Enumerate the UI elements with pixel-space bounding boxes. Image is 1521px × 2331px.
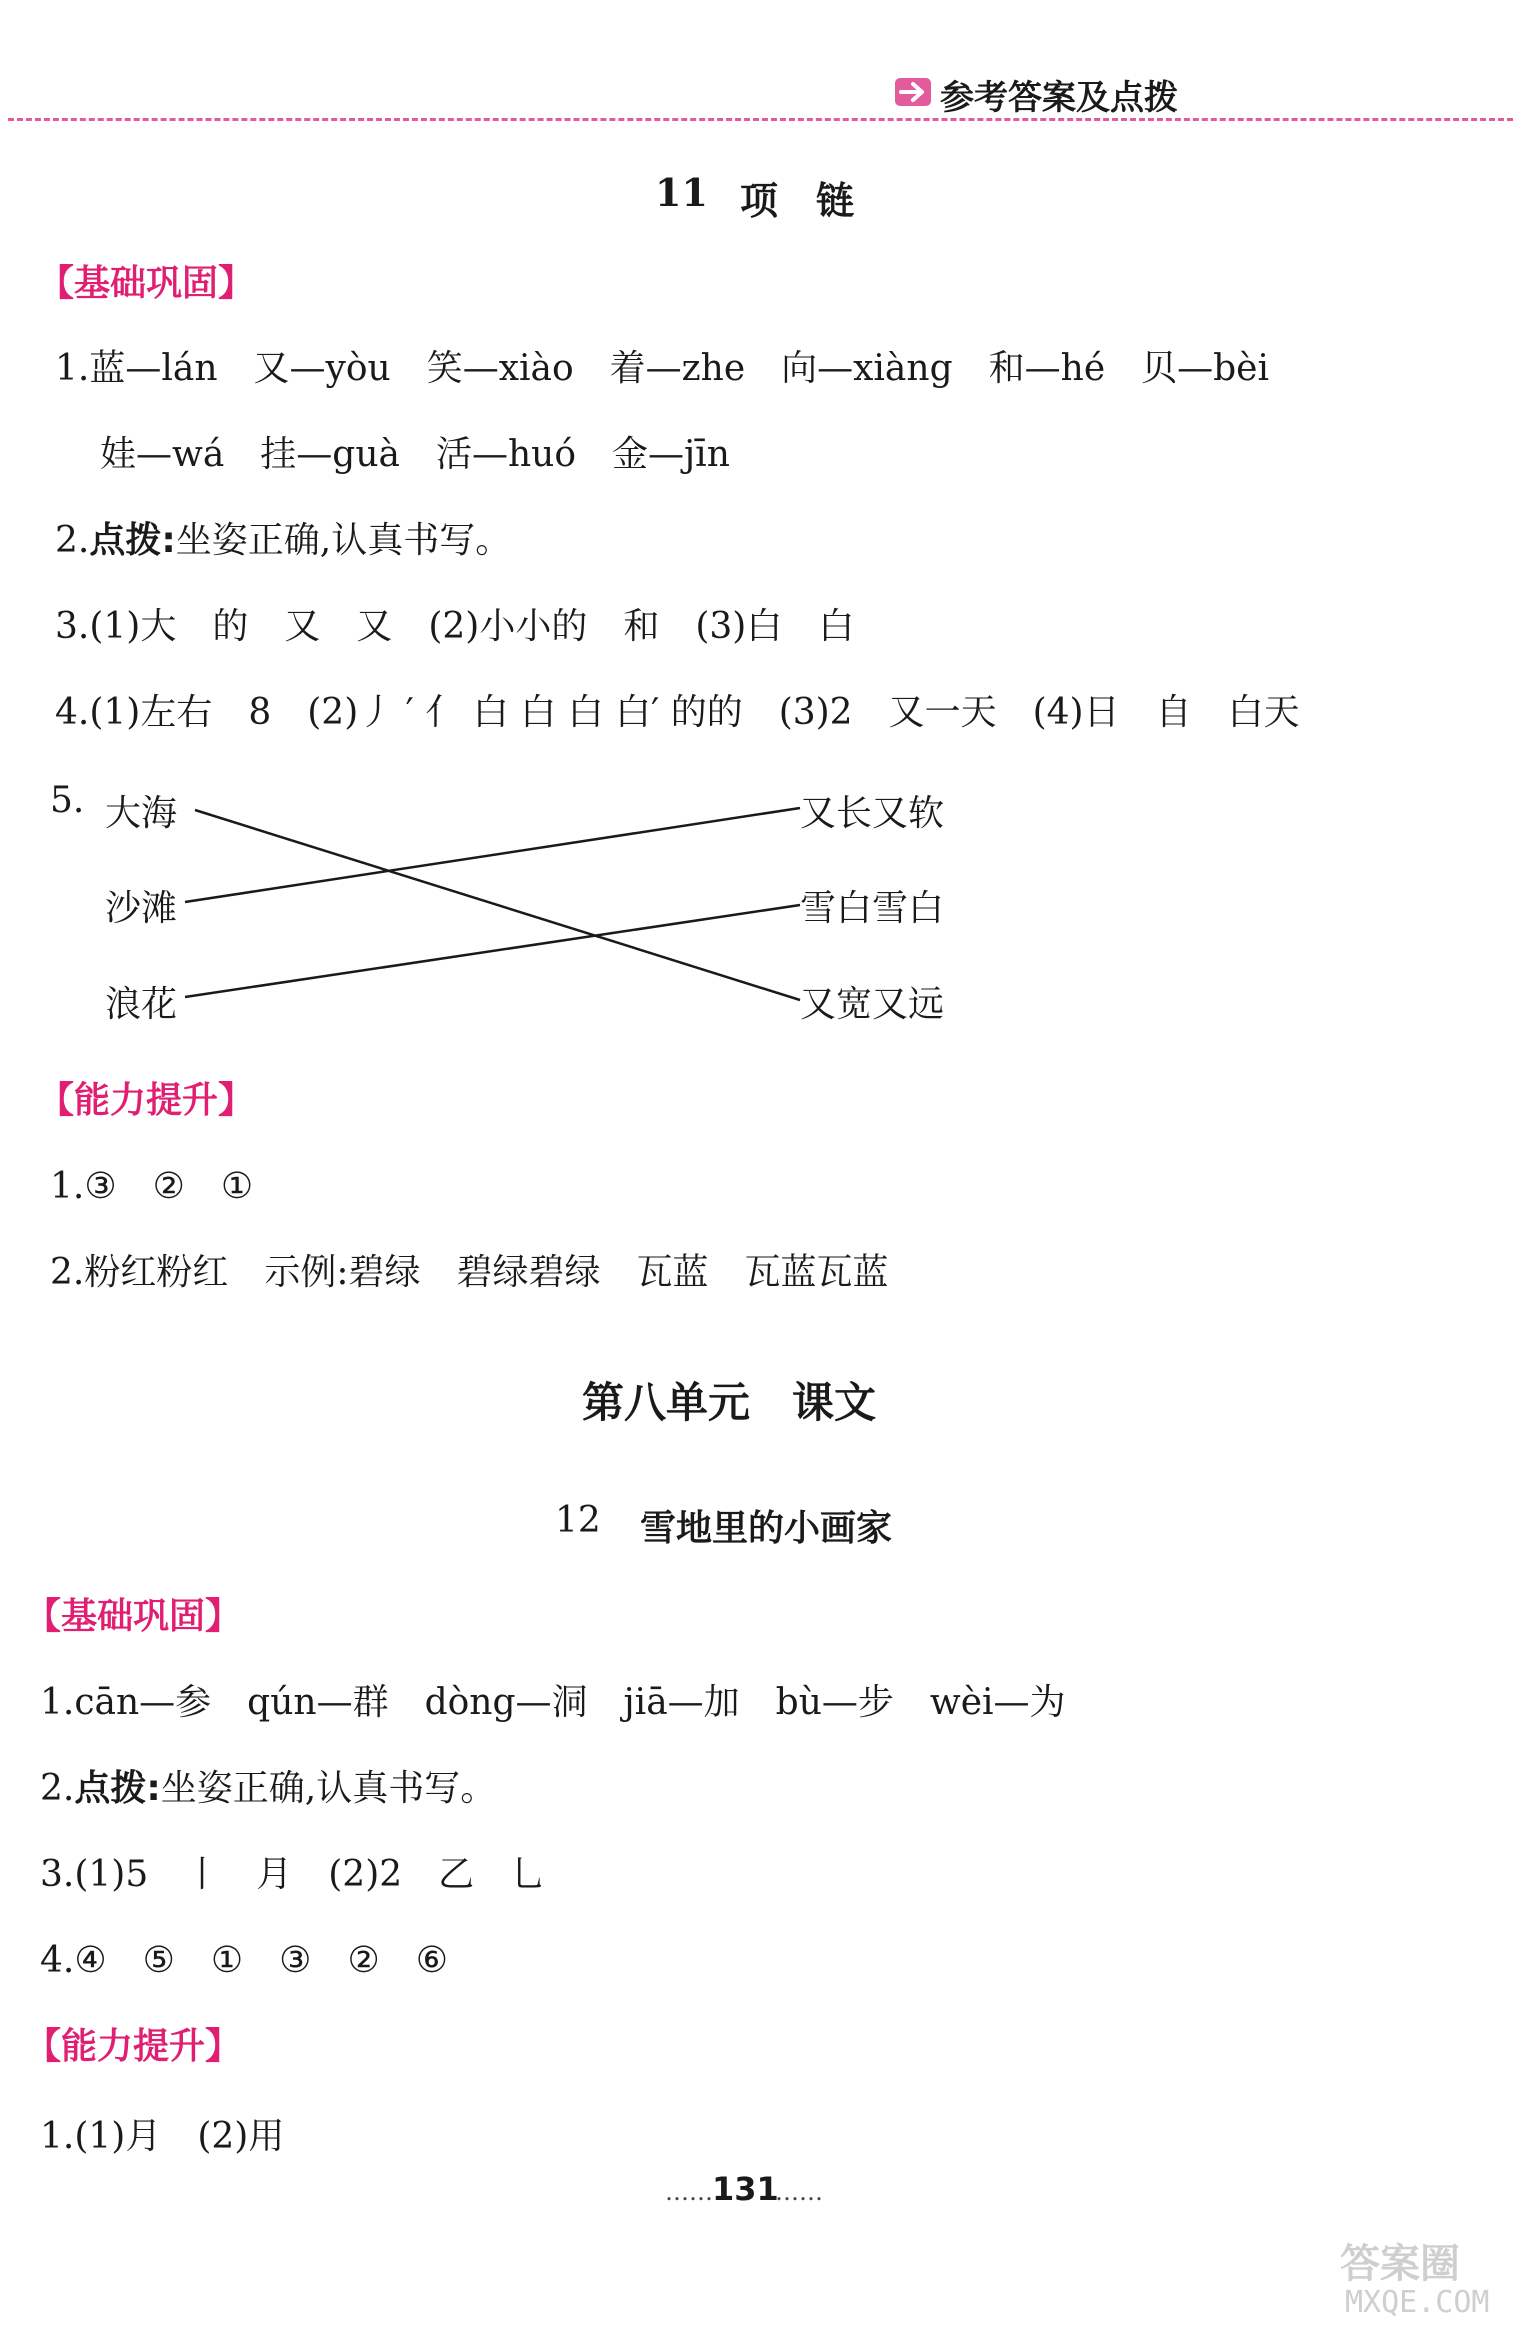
match-line-3 bbox=[185, 905, 800, 997]
match-right-2: 雪白雪白 bbox=[800, 888, 945, 929]
match-right-1: 又长又软 bbox=[800, 793, 945, 834]
lesson11-q1-line2: 娃—wá 挂—guà 活—huó 金—jīn bbox=[100, 434, 730, 475]
match-line-1 bbox=[195, 810, 800, 1000]
header-title: 参考答案及点拨 bbox=[940, 78, 1178, 118]
lesson11-q2-hint: 点拨: bbox=[89, 520, 176, 561]
match-right-3: 又宽又远 bbox=[800, 984, 945, 1025]
lesson11-jichu-tag: 【基础巩固】 bbox=[38, 263, 255, 304]
lesson12-q2-hint: 点拨: bbox=[74, 1768, 161, 1809]
match-left-2: 沙滩 bbox=[105, 888, 178, 929]
lesson12-q2-text: 坐姿正确,认真书写。 bbox=[160, 1768, 497, 1809]
lesson11-nengli-tag: 【能力提升】 bbox=[38, 1080, 255, 1121]
lesson11-n2: 2.粉红粉红 示例:碧绿 碧绿碧绿 瓦蓝 瓦蓝瓦蓝 bbox=[50, 1252, 889, 1293]
lesson11-q5-label: 5. bbox=[50, 780, 85, 821]
footer-dots-left: …… bbox=[665, 2178, 713, 2206]
match-left-3: 浪花 bbox=[105, 984, 178, 1025]
lesson11-number: 11 bbox=[655, 170, 708, 215]
watermark-logo: 答案圈 bbox=[1340, 2241, 1460, 2287]
lesson11-q2-text: 坐姿正确,认真书写。 bbox=[175, 520, 512, 561]
lesson11-q1-line1: 1.蓝—lán 又—yòu 笑—xiào 着—zhe 向—xiàng 和—hé 贝—bèi bbox=[55, 348, 1269, 389]
lesson11-n1: 1.③ ② ① bbox=[50, 1166, 254, 1207]
watermark-url: MXQE.COM bbox=[1345, 2285, 1490, 2320]
lesson12-nengli-tag: 【能力提升】 bbox=[25, 2026, 242, 2067]
lesson12-q2-label: 2. bbox=[40, 1768, 75, 1809]
lesson12-jichu-tag: 【基础巩固】 bbox=[25, 1596, 242, 1637]
match-left-1: 大海 bbox=[105, 793, 178, 834]
lesson11-q4: 4.(1)左右 8 (2)丿 ′ 亻 白 白 白 白′ 的的 (3)2 又一天 (4)日 自 白天 bbox=[55, 692, 1300, 733]
lesson12-title: 雪地里的小画家 bbox=[640, 1508, 893, 1549]
footer-dots-right: …… bbox=[775, 2178, 823, 2206]
lesson12-n1: 1.(1)月 (2)用 bbox=[40, 2116, 285, 2157]
lesson11-title: 项 链 bbox=[740, 179, 855, 223]
lesson12-number: 12 bbox=[555, 1500, 601, 1541]
unit8-title: 第八单元 课文 bbox=[582, 1378, 877, 1427]
page-number: 131 bbox=[712, 2170, 779, 2208]
lesson12-q3: 3.(1)5 丨 月 (2)2 乙 乚 bbox=[40, 1854, 547, 1895]
lesson12-q4: 4.④ ⑤ ① ③ ② ⑥ bbox=[40, 1940, 448, 1981]
lesson11-q3: 3.(1)大 的 又 又 (2)小小的 和 (3)白 白 bbox=[55, 606, 855, 647]
lesson11-q2-label: 2. bbox=[55, 520, 90, 561]
lesson12-q1: 1.cān—参 qún—群 dòng—洞 jiā—加 bù—步 wèi—为 bbox=[40, 1682, 1066, 1723]
lesson12-q2 bbox=[40, 1760, 496, 1811]
match-line-2 bbox=[185, 808, 800, 902]
